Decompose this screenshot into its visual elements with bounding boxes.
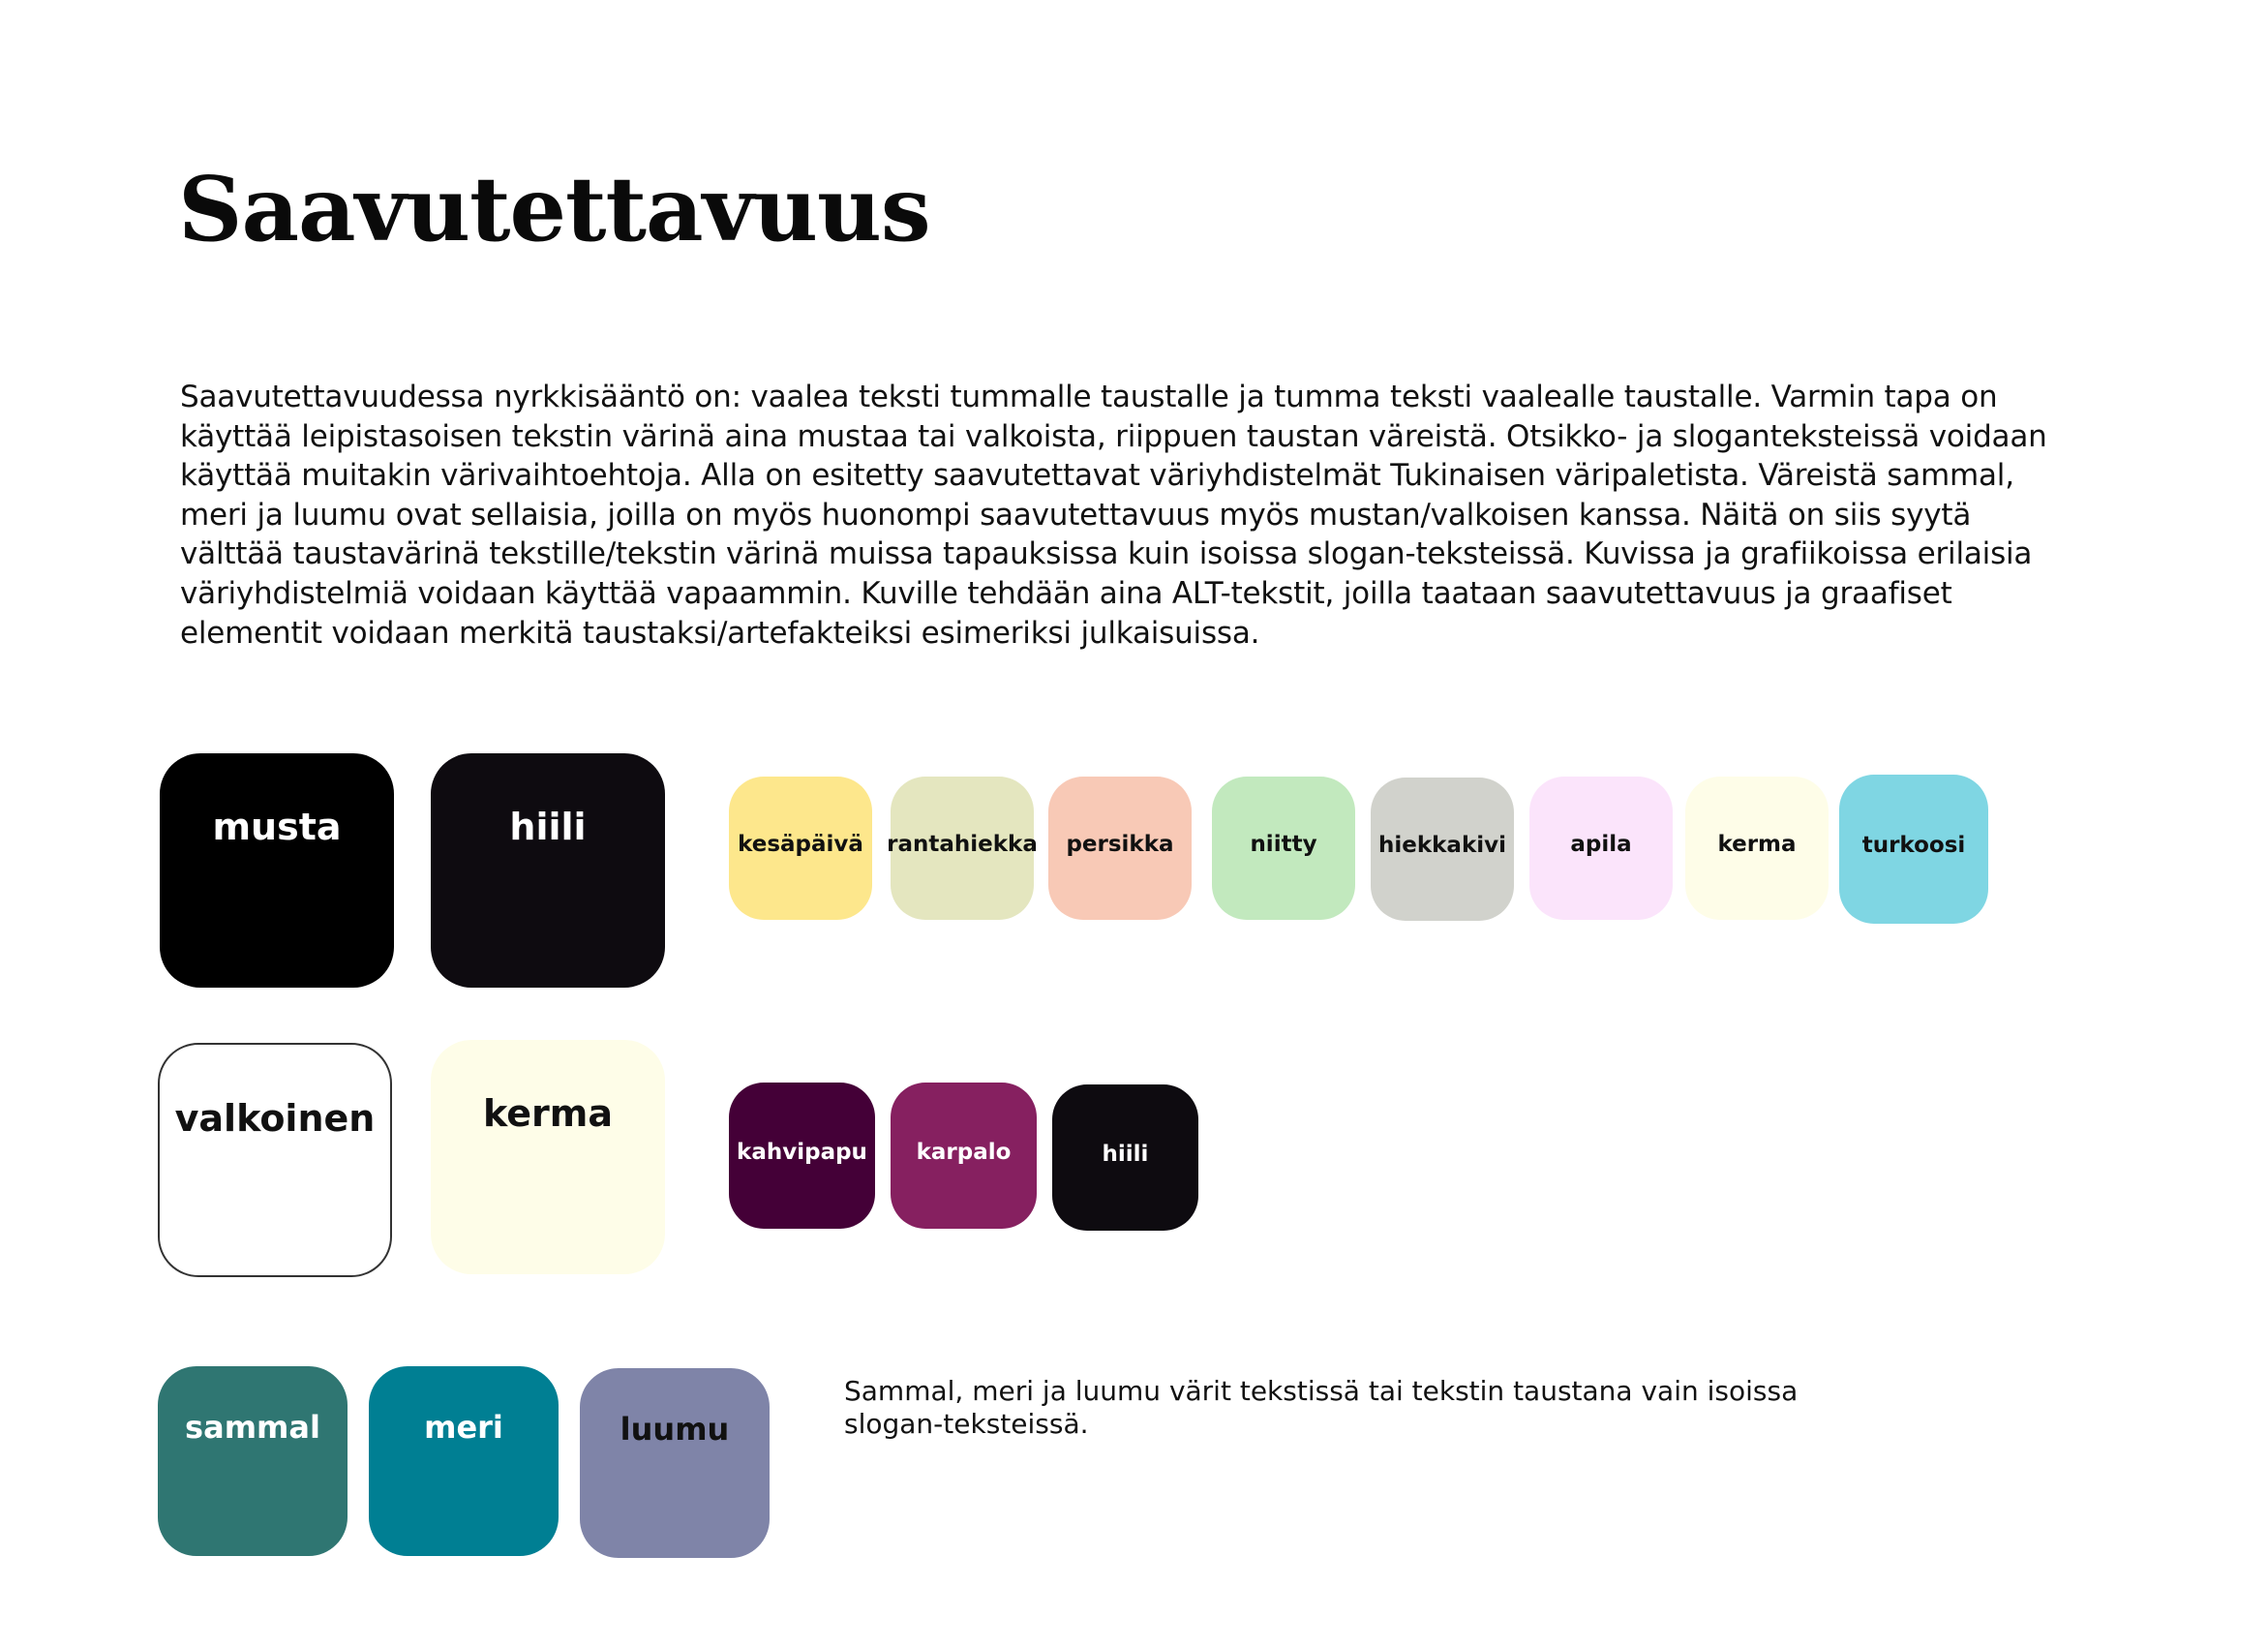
swatch-turkoosi [1839, 775, 1988, 924]
swatch-label: turkoosi [1861, 833, 1966, 858]
swatch-label: karpalo [916, 1139, 1012, 1165]
swatch-kahvipapu [729, 1083, 875, 1229]
swatch-label: hiili [509, 806, 587, 848]
swatch-label: musta [212, 806, 342, 848]
swatch-hiekkakivi [1371, 778, 1514, 921]
swatch-valkoinen [158, 1043, 392, 1277]
swatch-hiili-large [431, 753, 665, 988]
page-title: Saavutettavuus [178, 157, 930, 261]
swatch-label: niitty [1250, 832, 1317, 857]
swatch-label: hiekkakivi [1377, 833, 1507, 858]
swatch-label: apila [1570, 832, 1632, 857]
swatch-rantahiekka [887, 777, 1038, 920]
swatch-kerma-small [1685, 777, 1829, 920]
intro-paragraph: Saavutettavuudessa nyrkkisääntö on: vaalea teksti tummalle taustalle ja tumma teksti vaalealle taustalle. Varmin tapa on käyttää leipistasoisen tekstin värinä aina mustaa tai valkoista, riippuen taustan väreistä. Otsikko- ja sloganteksteissä voidaan käyttää muitakin värivaihtoehtoja. Alla on esitetty saavutettavat väriyhdistelmät Tukinaisen väripaletista. Väreistä sammal, meri ja luumu ovat sellaisia, joilla on myös huonompi saavutettavuus myös mustan/valkoisen kanssa. Näitä on siis syytä välttää taustavärinä tekstille/tekstin värinä muissa tapauksissa kuin isoissa slogan-teksteissä. Kuvissa ja grafiikoissa erilaisia väriyhdistelmiä voidaan käyttää vapaammin. Kuville tehdään aina ALT-tekstit, joilla taataan saavutettavuus ja graafiset elementit voidaan merkitä taustaksi/artefakteiksi esimeriksi julkaisuissa. [180, 380, 2047, 651]
swatch-label: rantahiekka [887, 832, 1038, 857]
limited-colors-note: Sammal, meri ja luumu värit tekstissä tai tekstin taustana vain isoissa slogan-teksteissä. [844, 1375, 1799, 1440]
swatch-label: valkoinen [174, 1097, 376, 1140]
swatch-meri [369, 1366, 559, 1556]
swatch-persikka [1048, 777, 1192, 920]
swatch-label: kerma [482, 1092, 613, 1135]
swatch-label: kesäpäivä [738, 832, 863, 857]
swatch-apila [1529, 777, 1673, 920]
swatch-label: persikka [1066, 832, 1174, 857]
swatch-hiili-small [1052, 1084, 1198, 1231]
swatch-niitty [1212, 777, 1355, 920]
swatch-label: sammal [185, 1409, 320, 1446]
swatch-label: hiili [1102, 1141, 1149, 1167]
swatch-luumu [580, 1368, 770, 1558]
swatch-kerma-large [431, 1040, 665, 1274]
swatch-label: kerma [1717, 832, 1797, 857]
swatch-karpalo [891, 1083, 1037, 1229]
swatch-sammal [158, 1366, 348, 1556]
swatch-label: meri [424, 1409, 503, 1446]
swatch-musta [160, 753, 394, 988]
swatch-label: kahvipapu [737, 1139, 867, 1165]
swatch-kesapaiva [729, 777, 872, 920]
swatch-label: luumu [620, 1411, 730, 1448]
